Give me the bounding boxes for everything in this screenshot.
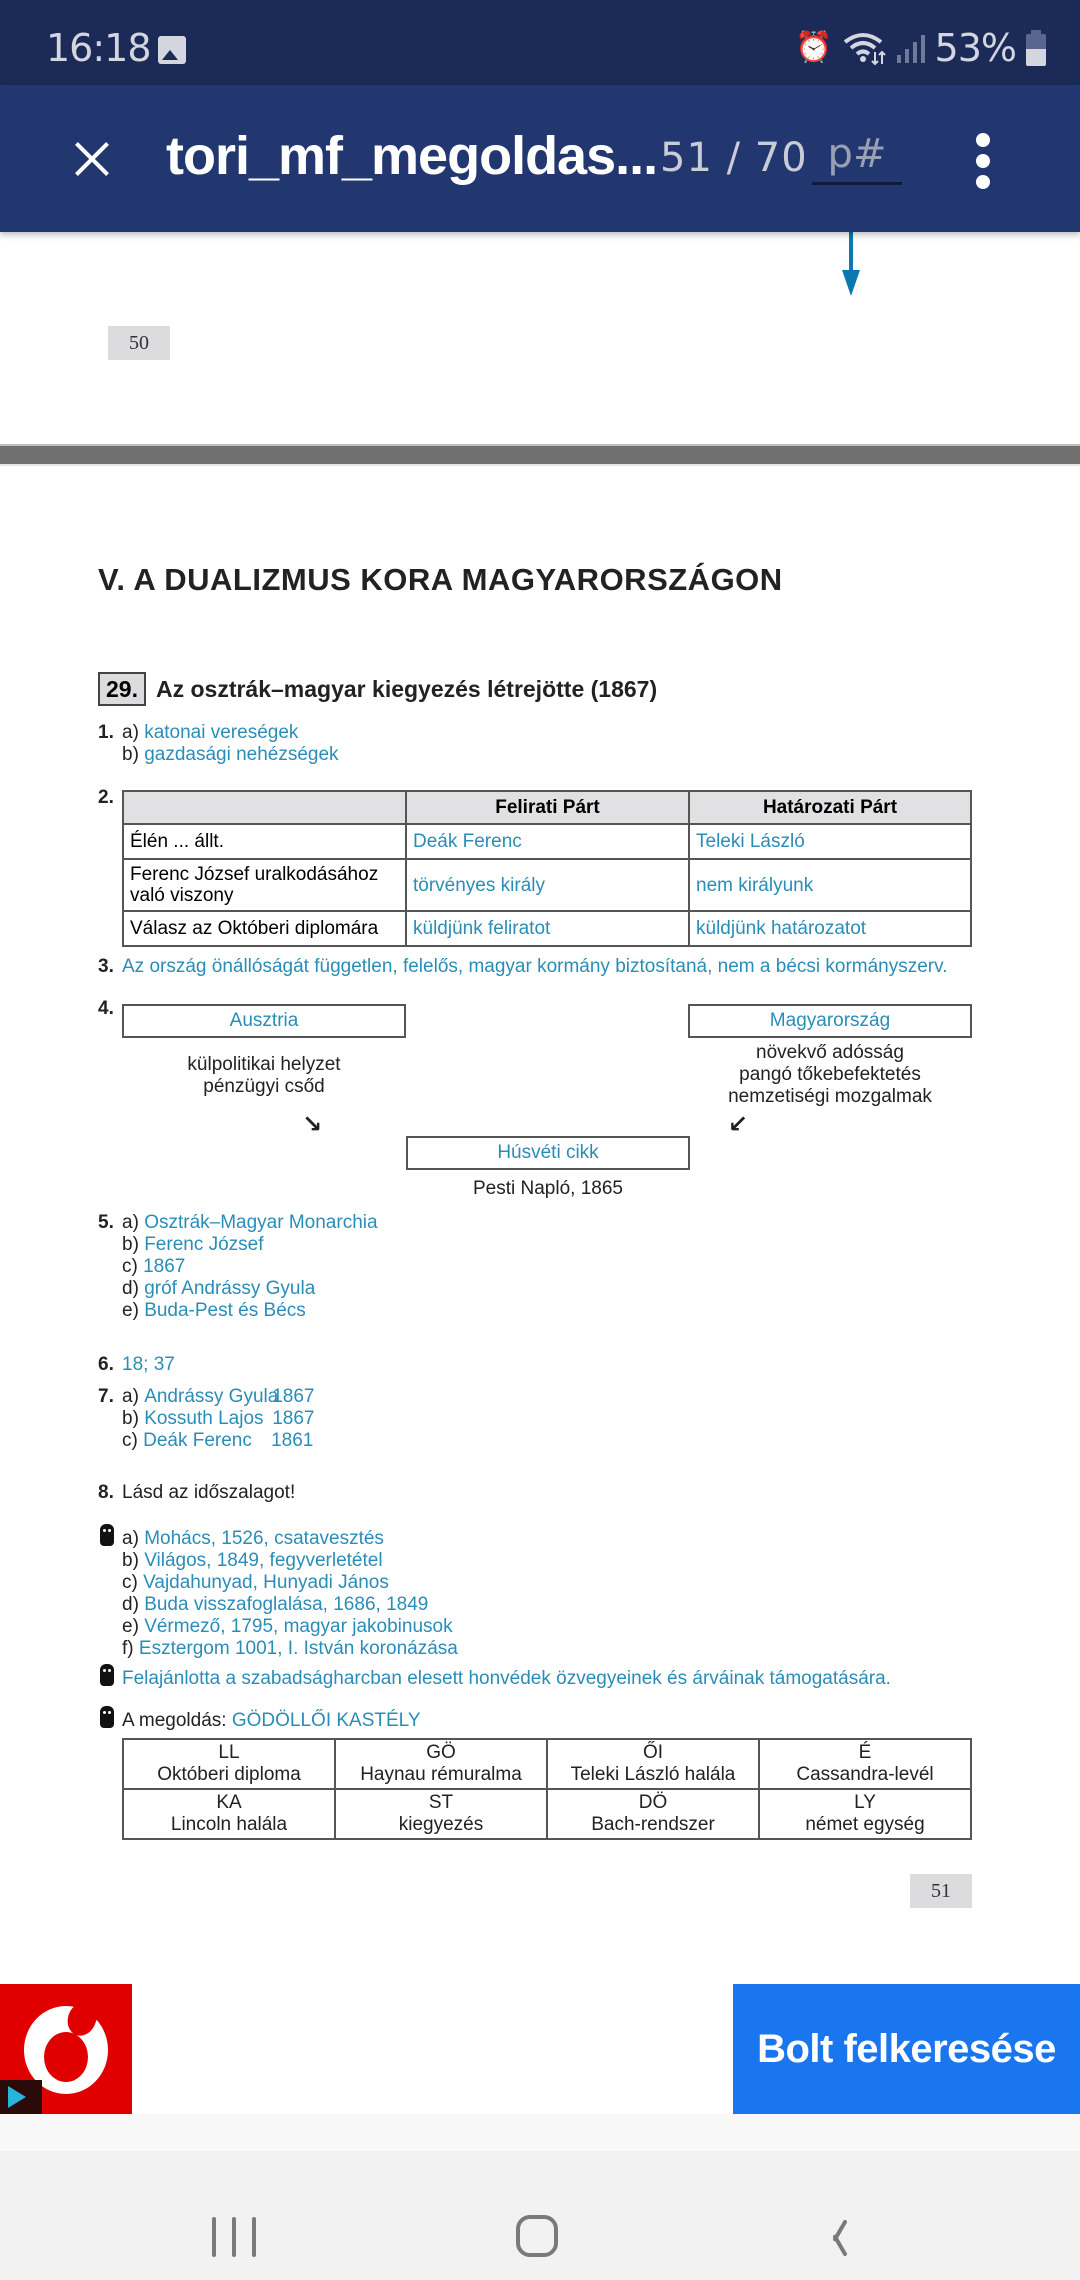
ad-banner[interactable] — [0, 1984, 1080, 2114]
solution-answer: GÖDÖLLŐI KASTÉLY — [231, 1710, 421, 1731]
note-line: nemzetiségi mozgalmak — [728, 1086, 932, 1107]
item-label: b) — [122, 1550, 139, 1571]
table-cell: Válasz az Októberi diplomára — [123, 911, 406, 946]
table-header: Felirati Párt — [406, 791, 689, 824]
question-6 — [98, 1354, 175, 1376]
signal-icon — [897, 33, 925, 63]
question-number: 4. — [98, 998, 114, 1019]
cell-code: ST — [428, 1792, 454, 1813]
cell-event: Haynau rémuralma — [360, 1764, 522, 1785]
table-cell: Deák Ferenc — [406, 824, 689, 859]
wifi-icon — [843, 30, 887, 66]
grid-row — [123, 1739, 971, 1789]
item-label: e) — [122, 1300, 139, 1321]
page-separator — [0, 444, 1080, 466]
cell-code: KA — [216, 1792, 242, 1813]
lesson-title: Az osztrák–magyar kiegyezés létrejötte (1867) — [155, 675, 658, 702]
ad-spacer — [0, 2114, 1080, 2151]
answer-name: Kossuth Lajos — [144, 1408, 264, 1429]
answer-text: gazdasági nehézségek — [144, 744, 339, 765]
cell-code: É — [858, 1742, 872, 1763]
arrow-down-right-icon: ↘ — [302, 1110, 323, 1138]
question-8 — [98, 1482, 295, 1504]
table-header-row — [123, 791, 971, 824]
diagram-box-easter-article: Húsvéti cikk — [406, 1136, 690, 1170]
item-label: c) — [122, 1572, 138, 1593]
grid-cell — [123, 1789, 335, 1839]
item-label: e) — [122, 1616, 139, 1637]
grid-cell — [547, 1739, 759, 1789]
status-icons — [795, 26, 1046, 70]
answer-text: katonai vereségek — [144, 722, 299, 743]
cell-code: DÖ — [638, 1792, 668, 1813]
answer-text: 1867 — [143, 1256, 186, 1277]
page-counter: 51 / 70 — [660, 135, 808, 181]
prev-page-number: 50 — [108, 326, 170, 360]
item-label: d) — [122, 1594, 139, 1615]
cell-code: LL — [218, 1742, 240, 1763]
cell-event: Lincoln halála — [170, 1814, 288, 1835]
lesson-header — [98, 672, 657, 706]
item-label: b) — [122, 1234, 139, 1255]
visit-store-button[interactable]: Bolt felkeresése — [733, 1984, 1080, 2114]
table-row — [123, 859, 971, 911]
item-label: a) — [122, 1528, 139, 1549]
owl-exercise-2 — [98, 1664, 891, 1690]
system-nav-bar — [0, 2151, 1080, 2280]
table-cell: Teleki László — [689, 824, 971, 859]
owl-exercise-1 — [98, 1524, 458, 1660]
cell-code: LY — [854, 1792, 876, 1813]
item-label: f) — [122, 1638, 134, 1659]
current-page-number: 51 — [910, 1874, 972, 1908]
battery-icon — [1026, 34, 1046, 66]
hungary-notes — [688, 1042, 972, 1108]
table-cell: Ferenc József uralkodásához való viszony — [123, 859, 406, 911]
instruction-text: Lásd az időszalagot! — [122, 1482, 296, 1503]
answer-text: Buda-Pest és Bécs — [144, 1300, 306, 1321]
table-cell: törvényes király — [406, 859, 689, 911]
answer-text: Az ország önállóságát független, felelős, magyar kormány biztosítaná, nem a bécsi kormányszerv. — [122, 956, 948, 977]
table-cell: küldjünk határozatot — [689, 911, 971, 946]
answer-text: Vajdahunyad, Hunyadi János — [143, 1572, 389, 1593]
item-label: a) — [122, 1212, 139, 1233]
solution-grid — [122, 1738, 972, 1840]
cell-event: Októberi diploma — [157, 1764, 301, 1785]
question-number: 3. — [98, 956, 114, 977]
table-row — [123, 911, 971, 946]
question-3 — [98, 956, 948, 978]
note-line: növekvő adósság — [756, 1042, 904, 1063]
status-time: 16:18 — [46, 26, 151, 70]
question-number: 2. — [98, 787, 114, 808]
cell-event: német egység — [805, 1814, 925, 1835]
close-icon[interactable] — [62, 129, 122, 189]
diagram-box-austria: Ausztria — [122, 1004, 406, 1038]
table-cell: küldjünk feliratot — [406, 911, 689, 946]
answer-text: Mohács, 1526, csatavesztés — [144, 1528, 384, 1549]
easter-article-source: Pesti Napló, 1865 — [473, 1178, 623, 1199]
grid-cell — [335, 1739, 547, 1789]
scroll-arrow-icon — [842, 270, 860, 296]
table-cell: Élén ... állt. — [123, 824, 406, 859]
back-icon[interactable] — [822, 2215, 862, 2259]
question-7 — [98, 1386, 314, 1452]
chapter-title: V. A DUALIZMUS KORA MAGYARORSZÁGON — [98, 562, 783, 597]
arrow-down-left-icon: ↙ — [728, 1110, 749, 1138]
table-row — [123, 824, 971, 859]
status-bar — [0, 0, 1080, 85]
question-number: 7. — [98, 1386, 114, 1407]
grid-cell — [335, 1789, 547, 1839]
question-4-number — [98, 998, 122, 1020]
app-bar — [0, 85, 1080, 232]
ad-headline-clipped — [140, 1972, 420, 1990]
battery-percent: 53% — [934, 26, 1016, 70]
pdf-viewer[interactable] — [0, 232, 1080, 1984]
note-line: pénzügyi csőd — [203, 1076, 325, 1097]
recent-apps-icon[interactable] — [212, 2217, 256, 2257]
answer-text: Osztrák–Magyar Monarchia — [144, 1212, 378, 1233]
owl-icon — [98, 1706, 116, 1730]
cell-event: kiegyezés — [398, 1814, 484, 1835]
question-2-number — [98, 787, 122, 809]
answer-text: Esztergom 1001, I. István koronázása — [138, 1638, 458, 1659]
question-1 — [98, 722, 339, 766]
austria-notes — [122, 1054, 406, 1098]
answer-name: Deák Ferenc — [143, 1430, 252, 1451]
gallery-icon — [158, 36, 186, 64]
party-comparison-table — [122, 790, 972, 947]
question-number: 5. — [98, 1212, 114, 1233]
item-label: b) — [122, 1408, 139, 1429]
adchoices-icon[interactable] — [0, 2080, 42, 2114]
table-header — [123, 791, 406, 824]
answer-year: 1867 — [272, 1386, 315, 1407]
item-label: c) — [122, 1430, 138, 1451]
question-5 — [98, 1212, 378, 1322]
alarm-icon: ⏰ — [795, 30, 833, 65]
answer-text: 18; 37 — [122, 1354, 175, 1375]
cell-event: Cassandra-levél — [796, 1764, 934, 1785]
grid-cell — [759, 1739, 971, 1789]
cell-code: ŐI — [642, 1742, 664, 1763]
owl-icon — [98, 1524, 116, 1548]
grid-cell — [759, 1789, 971, 1839]
home-icon[interactable] — [516, 2215, 558, 2257]
answer-text: Vérmező, 1795, magyar jakobinusok — [144, 1616, 453, 1637]
grid-cell — [547, 1789, 759, 1839]
solution-prefix: A megoldás: — [122, 1710, 232, 1731]
grid-row — [123, 1789, 971, 1839]
answer-text: gróf Andrássy Gyula — [144, 1278, 316, 1299]
item-label: a) — [122, 722, 139, 743]
diagram-box-hungary: Magyarország — [688, 1004, 972, 1038]
owl-exercise-3 — [98, 1706, 421, 1732]
page-number-input[interactable] — [812, 125, 902, 185]
more-vert-icon[interactable] — [972, 133, 996, 189]
table-header: Határozati Párt — [689, 791, 971, 824]
question-number: 8. — [98, 1482, 114, 1503]
table-cell: nem királyunk — [689, 859, 971, 911]
cell-event: Bach-rendszer — [591, 1814, 715, 1835]
cell-code: GÖ — [426, 1742, 456, 1763]
item-label: a) — [122, 1386, 139, 1407]
answer-text: Felajánlotta a szabadságharcban elesett honvédek özvegyeinek és árváinak támogatására. — [122, 1668, 891, 1689]
cell-event: Teleki László halála — [570, 1764, 736, 1785]
question-number: 1. — [98, 722, 114, 743]
owl-icon — [98, 1664, 116, 1688]
grid-cell — [123, 1739, 335, 1789]
answer-text: Ferenc József — [144, 1234, 264, 1255]
answer-text: Világos, 1849, fegyverletétel — [144, 1550, 383, 1571]
item-label: b) — [122, 744, 139, 765]
item-label: c) — [122, 1256, 138, 1277]
item-label: d) — [122, 1278, 139, 1299]
answer-text: Buda visszafoglalása, 1686, 1849 — [144, 1594, 429, 1615]
answer-name: Andrássy Gyula — [144, 1386, 279, 1407]
question-number: 6. — [98, 1354, 114, 1375]
lesson-number: 29. — [98, 672, 146, 706]
answer-year: 1861 — [271, 1430, 314, 1451]
document-title: tori_mf_megoldas... — [166, 126, 658, 186]
answer-year: 1867 — [272, 1408, 315, 1429]
note-line: külpolitikai helyzet — [187, 1054, 341, 1075]
note-line: pangó tőkebefektetés — [739, 1064, 921, 1085]
